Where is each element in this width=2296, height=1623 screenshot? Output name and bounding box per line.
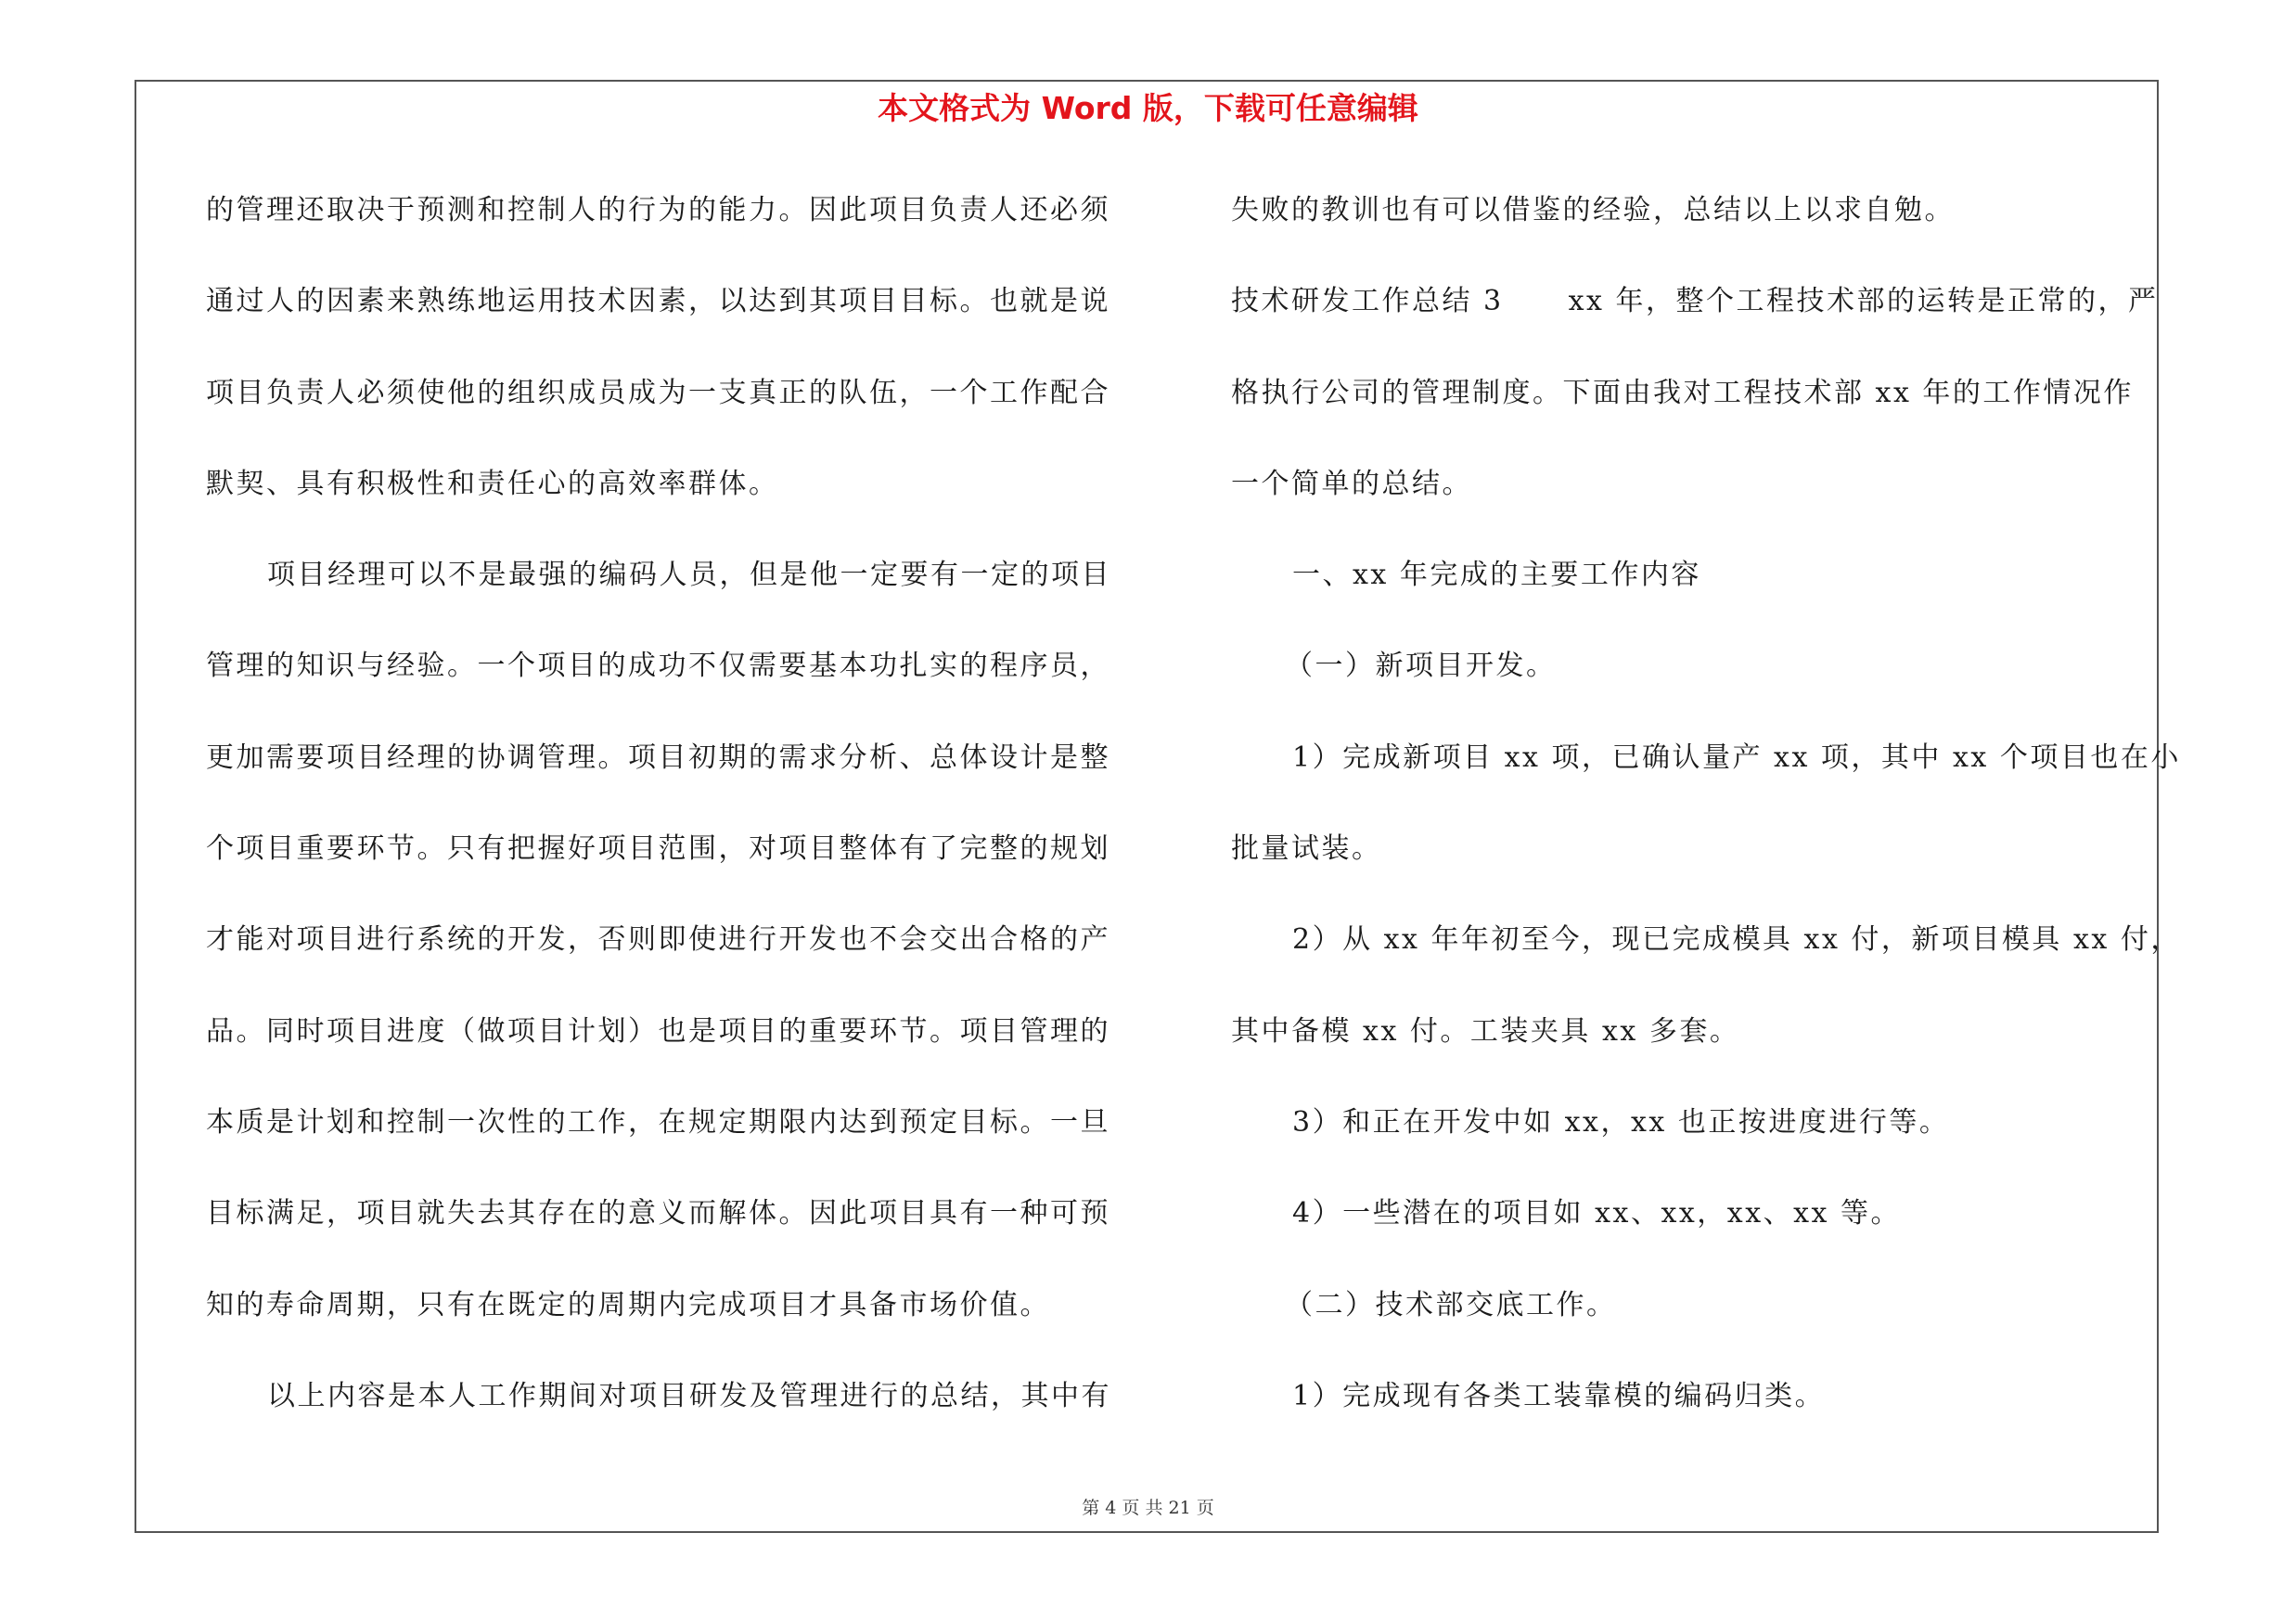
text-line: 默契、具有积极性和责任心的高效率群体。 — [206, 467, 779, 500]
text-line: 其中备模 xx 付。工装夹具 xx 多套。 — [1231, 1014, 1740, 1048]
left-column — [206, 184, 1134, 1461]
subheading-line: （一）新项目开发。 — [1285, 650, 1557, 683]
text-line: 失败的教训也有可以借鉴的经验，总结以上以求自勉。 — [1231, 194, 1955, 226]
text-line: 3）和正在开发中如 xx，xx 也正按进度进行等。 — [1292, 1105, 1950, 1139]
text-line: 2）从 xx 年年初至今，现已完成模具 xx 付，新项目模具 xx 付， — [1292, 923, 2181, 957]
subheading-line: （二）技术部交底工作。 — [1285, 1288, 1617, 1321]
text-line: 品。同时项目进度（做项目计划）也是项目的重要环节。项目管理的 — [206, 1014, 1110, 1048]
text-line: 项目负责人必须使他的组织成员成为一支真正的队伍，一个工作配合 — [206, 376, 1110, 409]
format-banner: 本文格式为 Word 版，下载可任意编辑 — [878, 90, 1418, 126]
text-line: 知的寿命周期，只有在既定的周期内完成项目才具备市场价值。 — [206, 1288, 1050, 1321]
text-line: 1）完成新项目 xx 项，已确认量产 xx 项，其中 xx 个项目也在小 — [1292, 741, 2181, 774]
text-line: 更加需要项目经理的协调管理。项目初期的需求分析、总体设计是整 — [206, 741, 1110, 774]
text-line: 本质是计划和控制一次性的工作，在规定期限内达到预定目标。一旦 — [206, 1105, 1110, 1139]
text-line: 批量试装。 — [1231, 832, 1382, 866]
text-line: 以上内容是本人工作期间对项目研发及管理进行的总结，其中有 — [267, 1379, 1111, 1412]
text-line: 项目经理可以不是最强的编码人员，但是他一定要有一定的项目 — [267, 559, 1111, 592]
heading-line: 一、xx 年完成的主要工作内容 — [1292, 559, 1701, 592]
text-line: 1）完成现有各类工装靠模的编码归类。 — [1292, 1379, 1826, 1412]
text-line: 格执行公司的管理制度。下面由我对工程技术部 xx 年的工作情况作 — [1231, 376, 2134, 409]
text-line: 目标满足，项目就失去其存在的意义而解体。因此项目具有一种可预 — [206, 1197, 1110, 1230]
page-number: 第 4 页 共 21 页 — [1082, 1498, 1214, 1518]
text-segment: xx 年，整个工程技术部的运转是正常的，严 — [1568, 285, 2159, 318]
text-line: 一个简单的总结。 — [1231, 467, 1472, 500]
text-line: 个项目重要环节。只有把握好项目范围，对项目整体有了完整的规划 — [206, 832, 1110, 866]
text-line: 管理的知识与经验。一个项目的成功不仅需要基本功扎实的程序员， — [206, 650, 1110, 683]
section-title: 技术研发工作总结 3 — [1231, 285, 1504, 318]
text-line: 4）一些潜在的项目如 xx、xx，xx、xx 等。 — [1292, 1197, 1902, 1230]
text-line: 才能对项目进行系统的开发，否则即使进行开发也不会交出合格的产 — [206, 923, 1110, 957]
text-line — [1231, 275, 2168, 366]
text-line: 的管理还取决于预测和控制人的行为的能力。因此项目负责人还必须 — [206, 194, 1110, 226]
right-column — [1231, 184, 2181, 1461]
text-line: 通过人的因素来熟练地运用技术因素，以达到其项目目标。也就是说 — [206, 285, 1110, 318]
